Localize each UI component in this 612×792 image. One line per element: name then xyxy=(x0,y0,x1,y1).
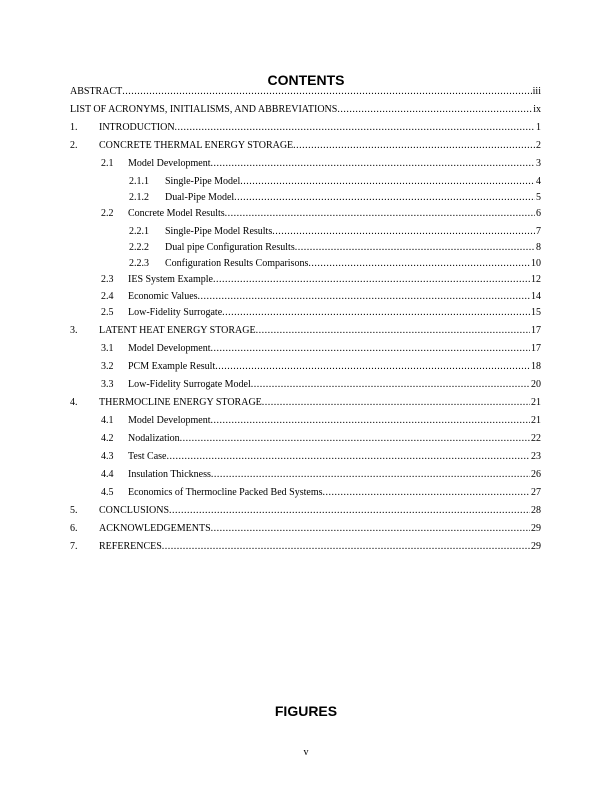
toc-entry[interactable] xyxy=(70,158,541,170)
toc-entry[interactable] xyxy=(70,192,541,204)
toc-entry-number: 3. xyxy=(70,325,78,336)
toc-entry-number: 6. xyxy=(70,523,78,534)
toc-entry[interactable] xyxy=(70,361,541,373)
toc-entry-page: 14 xyxy=(531,291,541,302)
toc-entry[interactable] xyxy=(70,343,541,355)
toc-entry-title: INTRODUCTION xyxy=(99,122,175,133)
toc-entry-page: 18 xyxy=(531,361,541,372)
toc-entry-number: 2.3 xyxy=(101,274,114,285)
toc-entry-number: 2.5 xyxy=(101,307,114,318)
toc-entry-title: Model Development xyxy=(128,343,211,354)
toc-dot-leader xyxy=(240,176,535,188)
toc-entry-page: 5 xyxy=(536,192,541,203)
toc-entry-number: 7. xyxy=(70,541,78,552)
toc-dot-leader xyxy=(251,379,530,391)
toc-entry[interactable] xyxy=(70,451,541,463)
toc-entry-page: 29 xyxy=(531,523,541,534)
toc-entry-page: 7 xyxy=(536,226,541,237)
toc-dot-leader xyxy=(262,397,530,409)
toc-entry[interactable] xyxy=(70,242,541,254)
toc-entry-page: 17 xyxy=(531,325,541,336)
contents-heading: CONTENTS xyxy=(267,72,345,88)
toc-entry-page: 2 xyxy=(536,140,541,151)
toc-entry[interactable] xyxy=(70,397,541,409)
toc-entry-title: Nodalization xyxy=(128,433,180,444)
toc-entry-number: 2.2 xyxy=(101,208,114,219)
toc-entry[interactable] xyxy=(70,104,541,116)
toc-entry[interactable] xyxy=(70,176,541,188)
toc-dot-leader xyxy=(210,158,535,170)
toc-entry-title: PCM Example Result xyxy=(128,361,216,372)
toc-dot-leader xyxy=(295,242,535,254)
toc-entry[interactable] xyxy=(70,487,541,499)
toc-entry-number: 2.1.2 xyxy=(129,192,149,203)
toc-entry-title: Economic Values xyxy=(128,291,198,302)
toc-entry[interactable] xyxy=(70,415,541,427)
toc-entry-page: 29 xyxy=(531,541,541,552)
toc-entry-number: 3.1 xyxy=(101,343,114,354)
toc-entry-title: Single-Pipe Model Results xyxy=(165,226,273,237)
toc-dot-leader xyxy=(323,487,531,499)
toc-dot-leader xyxy=(225,208,535,220)
toc-entry[interactable] xyxy=(70,140,541,152)
toc-entry-title: Model Development xyxy=(128,415,211,426)
toc-dot-leader xyxy=(211,469,530,481)
toc-entry-number: 1. xyxy=(70,122,78,133)
toc-entry-page: 26 xyxy=(531,469,541,480)
toc-entry-page: 22 xyxy=(531,433,541,444)
toc-entry-page: 23 xyxy=(531,451,541,462)
toc-entry-title: Insulation Thickness xyxy=(128,469,211,480)
toc-entry[interactable] xyxy=(70,541,541,553)
toc-entry[interactable] xyxy=(70,505,541,517)
toc-entry-page: ix xyxy=(533,104,541,115)
toc-entry-page: 8 xyxy=(536,242,541,253)
toc-entry-title: REFERENCES xyxy=(99,541,162,552)
toc-dot-leader xyxy=(213,274,530,286)
toc-entry-title: THERMOCLINE ENERGY STORAGE xyxy=(99,397,262,408)
toc-entry-title: CONCRETE THERMAL ENERGY STORAGE xyxy=(99,140,294,151)
toc-entry-title: LATENT HEAT ENERGY STORAGE xyxy=(99,325,256,336)
toc-entry-number: 2.1 xyxy=(101,158,114,169)
toc-dot-leader xyxy=(222,307,530,319)
toc-entry-page: 28 xyxy=(531,505,541,516)
toc-entry-title: Test Case xyxy=(128,451,167,462)
toc-entry-number: 3.3 xyxy=(101,379,114,390)
toc-entry-title: Economics of Thermocline Packed Bed Systems xyxy=(128,487,323,498)
toc-dot-leader xyxy=(180,433,530,445)
toc-dot-leader xyxy=(210,343,530,355)
toc-entry-number: 2.2.2 xyxy=(129,242,149,253)
toc-entry-number: 2.2.1 xyxy=(129,226,149,237)
toc-entry[interactable] xyxy=(70,433,541,445)
toc-dot-leader xyxy=(272,226,535,238)
toc-entry-page: 21 xyxy=(531,397,541,408)
toc-entry[interactable] xyxy=(70,523,541,535)
toc-entry[interactable] xyxy=(70,86,541,98)
toc-entry-number: 4.1 xyxy=(101,415,114,426)
toc-entry[interactable] xyxy=(70,379,541,391)
toc-dot-leader xyxy=(166,451,530,463)
toc-dot-leader xyxy=(210,415,530,427)
toc-entry-page: 6 xyxy=(536,208,541,219)
toc-entry-title: Concrete Model Results xyxy=(128,208,225,219)
toc-entry[interactable] xyxy=(70,274,541,286)
toc-entry[interactable] xyxy=(70,122,541,134)
toc-entry-title: Dual pipe Configuration Results xyxy=(165,242,295,253)
toc-entry[interactable] xyxy=(70,325,541,337)
toc-dot-leader xyxy=(293,140,535,152)
toc-entry-page: 27 xyxy=(531,487,541,498)
toc-dot-leader xyxy=(175,122,535,134)
toc-entry-title: Low-Fidelity Surrogate Model xyxy=(128,379,251,390)
toc-dot-leader xyxy=(122,86,531,98)
toc-entry-title: Model Development xyxy=(128,158,211,169)
toc-entry-number: 4.4 xyxy=(101,469,114,480)
toc-entry[interactable] xyxy=(70,208,541,220)
toc-entry-title: ABSTRACT xyxy=(70,86,123,97)
toc-entry[interactable] xyxy=(70,258,541,270)
toc-dot-leader xyxy=(211,523,530,535)
toc-entry-page: iii xyxy=(532,86,541,97)
toc-entry-page: 20 xyxy=(531,379,541,390)
toc-entry-page: 1 xyxy=(536,122,541,133)
toc-entry-title: ACKNOWLEDGEMENTS xyxy=(99,523,211,534)
toc-entry-title: CONCLUSIONS xyxy=(99,505,170,516)
toc-entry-number: 2.1.1 xyxy=(129,176,149,187)
toc-entry-title: Low-Fidelity Surrogate xyxy=(128,307,223,318)
toc-entry-number: 3.2 xyxy=(101,361,114,372)
figures-heading: FIGURES xyxy=(274,703,338,719)
toc-entry[interactable] xyxy=(70,291,541,303)
toc-entry-title: IES System Example xyxy=(128,274,213,285)
toc-dot-leader xyxy=(169,505,530,517)
toc-entry-page: 15 xyxy=(531,307,541,318)
toc-entry-title: Single-Pipe Model xyxy=(165,176,241,187)
toc-entry-number: 2. xyxy=(70,140,78,151)
toc-entry[interactable] xyxy=(70,307,541,319)
toc-entry-title: Dual-Pipe Model xyxy=(165,192,235,203)
toc-entry-title: Configuration Results Comparisons xyxy=(165,258,309,269)
toc-entry-number: 5. xyxy=(70,505,78,516)
page-number: v xyxy=(303,747,309,758)
toc-entry[interactable] xyxy=(70,469,541,481)
toc-entry-number: 2.4 xyxy=(101,291,114,302)
toc-entry-page: 12 xyxy=(531,274,541,285)
toc-dot-leader xyxy=(234,192,535,204)
toc-entry-page: 4 xyxy=(536,176,541,187)
toc-entry-page: 3 xyxy=(536,158,541,169)
toc-entry-number: 4. xyxy=(70,397,78,408)
toc-entry-page: 21 xyxy=(531,415,541,426)
toc-entry-page: 10 xyxy=(531,258,541,269)
toc-entry-number: 4.5 xyxy=(101,487,114,498)
toc-dot-leader xyxy=(215,361,530,373)
toc-dot-leader xyxy=(308,258,530,270)
toc-entry-number: 4.2 xyxy=(101,433,114,444)
toc-entry-title: LIST OF ACRONYMS, INITIALISMS, AND ABBREVIATIONS xyxy=(70,104,338,115)
toc-dot-leader xyxy=(256,325,530,337)
toc-entry[interactable] xyxy=(70,226,541,238)
toc-entry-page: 17 xyxy=(531,343,541,354)
toc-entry-number: 2.2.3 xyxy=(129,258,149,269)
toc-entry-number: 4.3 xyxy=(101,451,114,462)
toc-dot-leader xyxy=(198,291,530,303)
toc-dot-leader xyxy=(337,104,532,116)
toc-dot-leader xyxy=(162,541,530,553)
